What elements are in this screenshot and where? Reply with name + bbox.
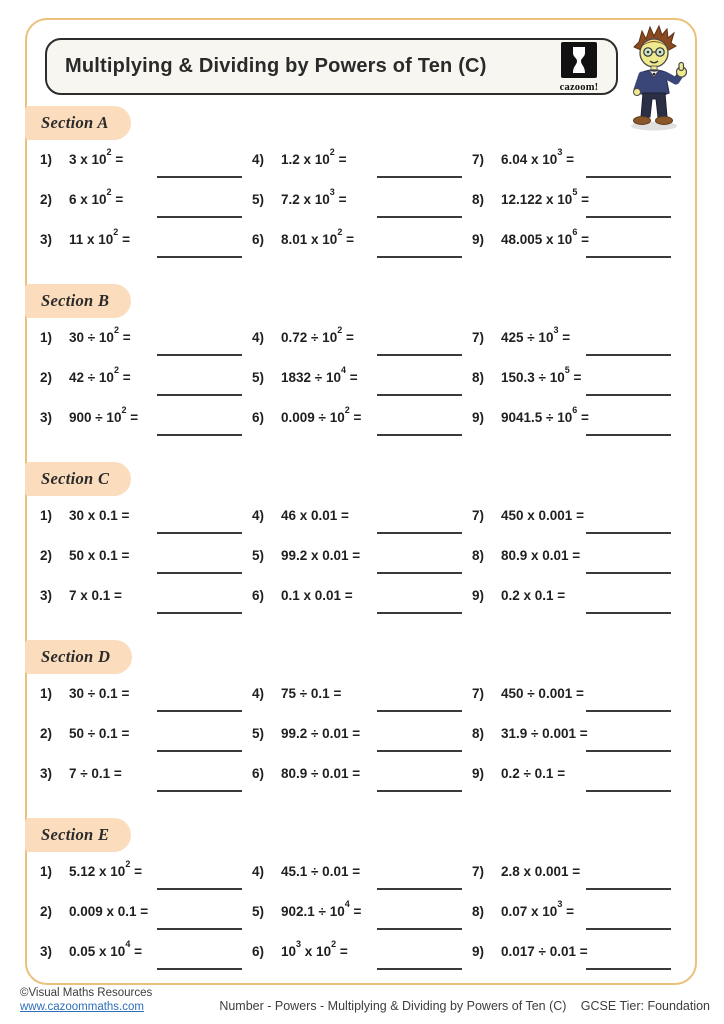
mascot-boy-thumbs-up-icon — [608, 20, 700, 137]
problem-text — [40, 685, 252, 703]
problem-text — [472, 186, 681, 209]
section-problems — [27, 507, 695, 627]
problem-text — [252, 685, 472, 703]
problem-text — [40, 146, 252, 169]
section-problems — [27, 146, 695, 271]
problem-number: 7) — [472, 152, 485, 167]
problem-text — [40, 938, 252, 961]
problem — [252, 587, 472, 627]
answer-blank — [586, 750, 671, 752]
problem — [472, 863, 681, 903]
problem-expression: $1832 \div 10^4$ = — [281, 364, 358, 385]
answer-blank — [157, 710, 242, 712]
problem — [472, 898, 681, 943]
problem-number: 9) — [472, 766, 485, 781]
worksheet-breadcrumb: Number - Powers - Multiplying & Dividing by Powers of Ten (C) — [219, 999, 567, 1013]
problem-number: 5) — [252, 192, 265, 207]
problem — [472, 685, 681, 725]
problem — [40, 226, 252, 271]
answer-blank — [377, 216, 462, 218]
problem — [40, 186, 252, 231]
worksheet-section — [27, 818, 695, 983]
problem-expression: 3 x $10^2$ = — [69, 146, 124, 167]
problem-expression: 1.2 x $10^2$ = — [281, 146, 347, 167]
problem-text — [252, 547, 472, 565]
problem-text — [252, 404, 472, 427]
answer-blank — [586, 888, 671, 890]
problem-text — [252, 364, 472, 387]
answer-blank — [377, 394, 462, 396]
problem-number: 5) — [252, 370, 265, 385]
answer-blank — [157, 928, 242, 930]
problem-text — [252, 324, 472, 347]
problem-number: 3) — [40, 944, 53, 959]
problem-text — [252, 587, 472, 605]
answer-blank — [586, 572, 671, 574]
problem-number: 9) — [472, 944, 485, 959]
answer-blank — [586, 710, 671, 712]
problem-expression: 30 x 0.1 = — [69, 508, 130, 523]
worksheet-title-box — [45, 38, 618, 95]
problem-number: 4) — [252, 864, 265, 879]
problem-number: 2) — [40, 904, 53, 919]
problem-number: 6) — [252, 232, 265, 247]
answer-blank — [586, 928, 671, 930]
section-problems — [27, 858, 695, 983]
section-label: Section D — [25, 640, 132, 674]
problem — [40, 324, 252, 369]
problem — [40, 364, 252, 409]
problem — [252, 765, 472, 805]
problem-text — [472, 765, 681, 783]
answer-blank — [586, 434, 671, 436]
answer-blank — [377, 354, 462, 356]
answer-blank — [377, 928, 462, 930]
problem — [472, 507, 681, 547]
answer-blank — [586, 394, 671, 396]
problem — [472, 324, 681, 369]
problem-expression: 80.9 ÷ 0.01 = — [281, 766, 361, 781]
problem-number: 8) — [472, 548, 485, 563]
problem-number: 2) — [40, 192, 53, 207]
problem-number: 1) — [40, 508, 53, 523]
problem-expression: 0.009 x 0.1 = — [69, 904, 149, 919]
problem-number: 2) — [40, 548, 53, 563]
problem-text — [472, 587, 681, 605]
problem-number: 3) — [40, 232, 53, 247]
problem-expression: $900 \div 10^2$ = — [69, 404, 139, 425]
answer-blank — [586, 612, 671, 614]
problem-number: 4) — [252, 686, 265, 701]
problem-expression: 0.07 x $10^3$ = — [501, 898, 574, 919]
answer-blank — [157, 354, 242, 356]
problem-number: 6) — [252, 410, 265, 425]
problem-text — [40, 725, 252, 743]
problem-text — [40, 507, 252, 525]
problem-number: 4) — [252, 508, 265, 523]
problem-expression: $150.3 \div 10^5$ = — [501, 364, 582, 385]
problem — [40, 587, 252, 627]
problem-expression: $425 \div 10^3$ = — [501, 324, 571, 345]
answer-blank — [157, 612, 242, 614]
problem-number: 8) — [472, 904, 485, 919]
problem — [40, 507, 252, 547]
answer-blank — [157, 750, 242, 752]
problem-expression: 0.2 x 0.1 = — [501, 588, 566, 603]
problem — [472, 765, 681, 805]
answer-blank — [157, 572, 242, 574]
problem-number: 2) — [40, 726, 53, 741]
problem-expression: $0.009 \div 10^2$ = — [281, 404, 362, 425]
problem-text — [40, 765, 252, 783]
answer-blank — [377, 434, 462, 436]
problem-text — [472, 226, 681, 249]
problem-text — [472, 324, 681, 347]
sections-container — [27, 20, 695, 983]
problem-expression: 0.017 ÷ 0.01 = — [501, 944, 588, 959]
answer-blank — [586, 176, 671, 178]
problem — [252, 404, 472, 449]
problem-expression: $0.72 \div 10^2$ = — [281, 324, 354, 345]
problem-expression: 0.1 x 0.01 = — [281, 588, 353, 603]
answer-blank — [157, 394, 242, 396]
problem-text — [252, 725, 472, 743]
problem-text — [472, 364, 681, 387]
problem-text — [472, 943, 681, 961]
problem-expression: 7 ÷ 0.1 = — [69, 766, 122, 781]
problem-expression: $9041.5 \div 10^6$ = — [501, 404, 589, 425]
problem-number: 3) — [40, 766, 53, 781]
problem-number: 3) — [40, 410, 53, 425]
problem-number: 1) — [40, 686, 53, 701]
problem — [40, 725, 252, 765]
cazoom-hourglass-icon — [561, 42, 597, 83]
problem — [472, 725, 681, 765]
answer-blank — [157, 216, 242, 218]
problem — [40, 938, 252, 983]
answer-blank — [157, 888, 242, 890]
problem-text — [252, 186, 472, 209]
problem-number: 7) — [472, 864, 485, 879]
problem — [472, 226, 681, 271]
problem — [252, 685, 472, 725]
problem-text — [40, 324, 252, 347]
problem-number: 6) — [252, 766, 265, 781]
problem-expression: 80.9 x 0.01 = — [501, 548, 581, 563]
answer-blank — [586, 256, 671, 258]
answer-blank — [157, 532, 242, 534]
answer-blank — [586, 354, 671, 356]
problem — [472, 146, 681, 191]
problem-number: 2) — [40, 370, 53, 385]
problem-expression: 450 x 0.001 = — [501, 508, 584, 523]
problem-expression: $42 \div 10^2$ = — [69, 364, 131, 385]
answer-blank — [377, 968, 462, 970]
problem-text — [472, 547, 681, 565]
problem-expression: 50 ÷ 0.1 = — [69, 726, 130, 741]
problem-text — [472, 507, 681, 525]
problem-number: 1) — [40, 864, 53, 879]
page-title: Multiplying & Dividing by Powers of Ten (C) — [65, 55, 487, 77]
footer — [20, 986, 710, 1014]
problem-expression: 0.05 x $10^4$ = — [69, 938, 142, 959]
problem-number: 6) — [252, 588, 265, 603]
problem-number: 5) — [252, 904, 265, 919]
problem — [252, 725, 472, 765]
problem-expression: $902.1 \div 10^4$ = — [281, 898, 362, 919]
problem-expression: 30 ÷ 0.1 = — [69, 686, 130, 701]
answer-blank — [586, 968, 671, 970]
problem-text — [252, 863, 472, 881]
problem-number: 3) — [40, 588, 53, 603]
problem — [252, 938, 472, 983]
problem — [252, 186, 472, 231]
problem-number: 5) — [252, 548, 265, 563]
problem-expression: 99.2 x 0.01 = — [281, 548, 361, 563]
answer-blank — [377, 710, 462, 712]
section-label: Section C — [25, 462, 131, 496]
problem-number: 9) — [472, 232, 485, 247]
problem-text — [40, 547, 252, 565]
section-label: Section B — [25, 284, 131, 318]
problem — [472, 364, 681, 409]
problem-number: 7) — [472, 508, 485, 523]
answer-blank — [157, 790, 242, 792]
problem-expression: 0.2 ÷ 0.1 = — [501, 766, 566, 781]
problem-text — [252, 226, 472, 249]
problem-number: 1) — [40, 330, 53, 345]
problem-expression: 46 x 0.01 = — [281, 508, 349, 523]
problem — [252, 863, 472, 903]
problem-number: 4) — [252, 152, 265, 167]
problem-number: 6) — [252, 944, 265, 959]
problem-expression: 7 x 0.1 = — [69, 588, 122, 603]
problem-text — [40, 186, 252, 209]
problem-number: 1) — [40, 152, 53, 167]
problem-text — [40, 364, 252, 387]
problem — [472, 587, 681, 627]
problem-text — [472, 725, 681, 743]
problem — [252, 547, 472, 587]
problem-text — [472, 146, 681, 169]
answer-blank — [377, 612, 462, 614]
problem-expression: 6 x $10^2$ = — [69, 186, 124, 207]
problem — [40, 685, 252, 725]
problem-expression: 11 x $10^2$ = — [69, 226, 130, 247]
worksheet-section — [27, 462, 695, 627]
worksheet-section — [27, 284, 695, 449]
problem — [40, 547, 252, 587]
copyright-text: ©Visual Maths Resources — [20, 987, 153, 999]
problem-number: 4) — [252, 330, 265, 345]
problem — [40, 146, 252, 191]
answer-blank — [157, 434, 242, 436]
answer-blank — [157, 176, 242, 178]
problem-text — [252, 507, 472, 525]
problem-number: 9) — [472, 410, 485, 425]
answer-blank — [377, 888, 462, 890]
problem-text — [472, 863, 681, 881]
answer-blank — [377, 790, 462, 792]
problem — [252, 507, 472, 547]
answer-blank — [586, 532, 671, 534]
section-label: Section E — [25, 818, 131, 852]
answer-blank — [377, 256, 462, 258]
footer-attribution — [20, 986, 205, 1014]
problem-text — [252, 898, 472, 921]
problem-expression: 2.8 x 0.001 = — [501, 864, 581, 879]
problem — [252, 364, 472, 409]
answer-blank — [377, 750, 462, 752]
problem-expression: 99.2 ÷ 0.01 = — [281, 726, 361, 741]
problem — [472, 547, 681, 587]
answer-blank — [377, 532, 462, 534]
answer-blank — [157, 968, 242, 970]
problem-text — [472, 404, 681, 427]
problem-expression: 45.1 ÷ 0.01 = — [281, 864, 361, 879]
problem-text — [40, 226, 252, 249]
problem-text — [40, 587, 252, 605]
problem-expression: 8.01 x $10^2$ = — [281, 226, 354, 247]
section-problems — [27, 324, 695, 449]
problem — [40, 903, 252, 943]
answer-blank — [586, 790, 671, 792]
problem — [472, 404, 681, 449]
problem — [252, 898, 472, 943]
worksheet-section — [27, 106, 695, 271]
cazoommaths-link[interactable]: www.cazoommaths.com — [20, 1001, 144, 1013]
problem-expression: 75 ÷ 0.1 = — [281, 686, 342, 701]
problem-expression: 7.2 x $10^3$ = — [281, 186, 347, 207]
problem-expression: 12.122 x $10^5$ = — [501, 186, 589, 207]
problem — [40, 858, 252, 903]
problem-text — [472, 685, 681, 703]
problem-text — [40, 858, 252, 881]
problem-number: 7) — [472, 686, 485, 701]
problem-text — [40, 404, 252, 427]
problem-number: 8) — [472, 192, 485, 207]
problem-expression: $30 \div 10^2$ = — [69, 324, 131, 345]
problem — [252, 226, 472, 271]
answer-blank — [377, 572, 462, 574]
problem-number: 8) — [472, 726, 485, 741]
problem — [472, 186, 681, 231]
problem-text — [252, 146, 472, 169]
problem-number: 9) — [472, 588, 485, 603]
problem-expression: 6.04 x $10^3$ = — [501, 146, 574, 167]
cazoom-logo — [550, 42, 608, 93]
problem-text — [40, 903, 252, 921]
problem-text — [252, 938, 472, 961]
worksheet-border — [25, 18, 697, 985]
problem — [40, 404, 252, 449]
problem — [252, 146, 472, 191]
problem-expression: 50 x 0.1 = — [69, 548, 130, 563]
problem-text — [252, 765, 472, 783]
problem — [40, 765, 252, 805]
gcse-tier-label: GCSE Tier: Foundation — [580, 999, 710, 1013]
problem-expression: 5.12 x $10^2$ = — [69, 858, 142, 879]
problem-expression: 31.9 ÷ 0.001 = — [501, 726, 588, 741]
answer-blank — [586, 216, 671, 218]
section-label: Section A — [25, 106, 131, 140]
problem-text — [472, 898, 681, 921]
problem-number: 5) — [252, 726, 265, 741]
problem-expression: 48.005 x $10^6$ = — [501, 226, 589, 247]
answer-blank — [157, 256, 242, 258]
problem — [472, 943, 681, 983]
problem-expression: $10^3$ x $10^2$ = — [281, 938, 348, 959]
answer-blank — [377, 176, 462, 178]
worksheet-section — [27, 640, 695, 805]
problem — [252, 324, 472, 369]
section-problems — [27, 685, 695, 805]
problem-number: 8) — [472, 370, 485, 385]
problem-expression: 450 ÷ 0.001 = — [501, 686, 584, 701]
cazoom-logo-text: cazoom! — [559, 82, 599, 93]
problem-number: 7) — [472, 330, 485, 345]
